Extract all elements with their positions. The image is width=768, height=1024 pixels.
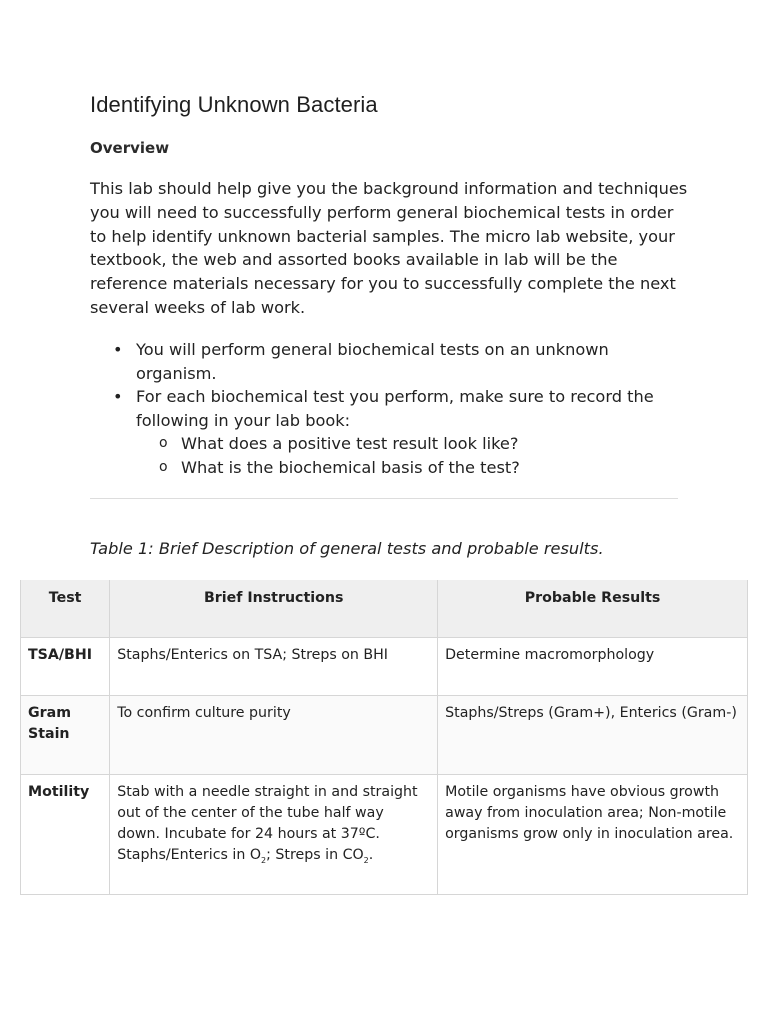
instructions-main-text: Stab with a needle straight in and straight out of the center of the tube half way down. Incubate for 24 hours at 37ºC. [117,784,418,842]
results-cell: Motile organisms have obvious growth away from inoculation area; Non-motile organisms grow only in inoculation area. [438,775,748,895]
results-cell: Staphs/Streps (Gram+), Enterics (Gram-) [438,696,748,775]
table-row [21,638,748,696]
test-name-cell: Gram Stain [21,696,110,775]
section-divider [90,498,678,499]
header-test: Test [21,580,110,638]
instructions-tail-c: . [368,847,374,863]
table-row [21,775,748,895]
instructions-cell: Staphs/Enterics on TSA; Streps on BHI [110,638,438,696]
table-row [21,696,748,775]
instructions-tail-a: Staphs/Enterics in O [117,847,262,863]
test-name-cell: Motility [21,775,110,895]
instructions-cell [110,775,438,895]
sub-bullet-item: o What is the biochemical basis of the test? [136,456,690,480]
sub-bullet-item: o What does a positive test result look like? [136,432,690,456]
test-name-cell: TSA/BHI [21,638,110,696]
bullet-item [90,385,690,479]
overview-heading: Overview [90,139,170,157]
bullet-list [90,338,690,480]
instructions-tail-b: ; Streps in CO [266,847,364,863]
results-cell: Determine macromorphology [438,638,748,696]
table-header-row [21,580,748,638]
sub-bullet-list [136,432,690,479]
bullet-item-text: For each biochemical test you perform, make sure to record the following in your lab book: [136,387,654,430]
tests-table [20,580,748,895]
subscript-2: 2 [261,855,267,865]
header-instructions: Brief Instructions [110,580,438,638]
subscript-2: 2 [363,855,369,865]
bullet-item: • You will perform general biochemical tests on an unknown organism. [90,338,690,385]
header-results: Probable Results [438,580,748,638]
instructions-cell: To confirm culture purity [110,696,438,775]
page-title: Identifying Unknown Bacteria [90,92,378,117]
intro-paragraph: This lab should help give you the background information and techniques you will need to successfully perform general biochemical tests in order to help identify unknown bacterial samples. The micro lab website, your textbook, the web and assorted books available in lab will be the reference materials necessary for you to successfully complete the next several weeks of lab work. [90,179,688,317]
table-caption: Table 1: Brief Description of general tests and probable results. [90,539,604,558]
